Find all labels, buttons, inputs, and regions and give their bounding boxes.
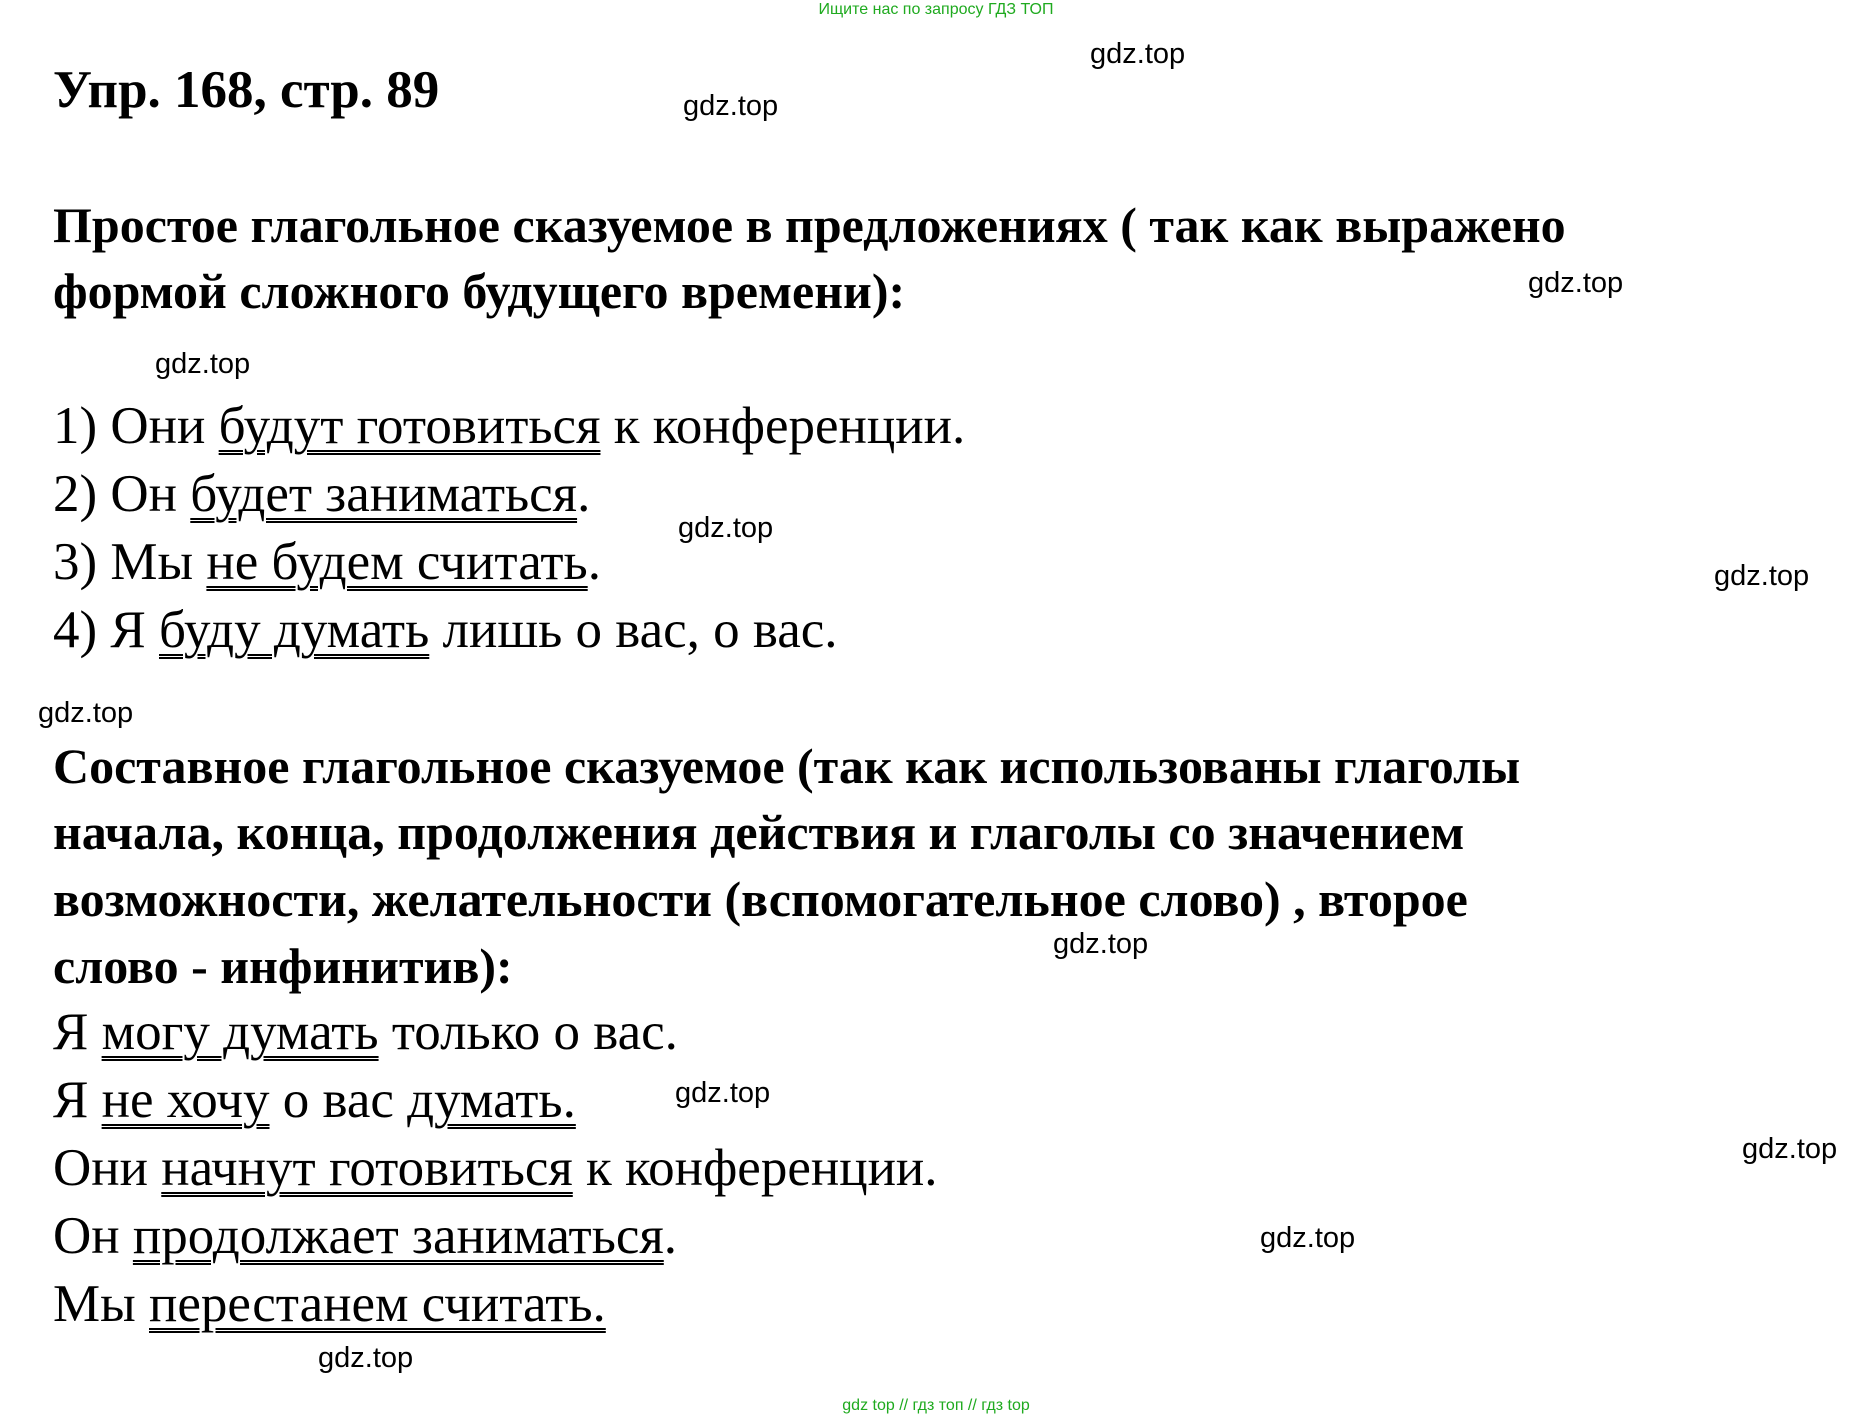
predicate: буду думать <box>159 601 430 659</box>
plain-text: 1) Они <box>53 397 219 455</box>
plain-text: 3) Мы <box>53 533 207 591</box>
section1-heading-line2: формой сложного будущего времени): <box>53 263 906 319</box>
example-line <box>53 464 590 524</box>
section1-heading-line1: Простое глагольное сказуемое в предложениях ( так как выражено <box>53 197 1566 253</box>
predicate: могу думать <box>101 1003 379 1061</box>
watermark: gdz.top <box>155 348 251 380</box>
predicate: будут готовиться <box>218 397 601 455</box>
plain-text: Я <box>53 1071 102 1129</box>
example-line <box>53 532 601 592</box>
watermark: gdz.top <box>1260 1222 1356 1254</box>
predicate: не будем считать <box>206 533 588 591</box>
plain-text: . <box>587 533 601 591</box>
example-line <box>53 396 965 456</box>
page-title: Упр. 168, стр. 89 <box>53 61 440 119</box>
plain-text: 4) Я <box>53 601 159 659</box>
watermark: gdz.top <box>1742 1133 1838 1165</box>
bottom-banner: gdz top // гдз топ // гдз top <box>842 1397 1030 1414</box>
plain-text: Он <box>53 1207 133 1265</box>
watermark: gdz.top <box>318 1342 414 1374</box>
plain-text: лишь о вас, о вас. <box>429 601 838 659</box>
example-line <box>53 1070 576 1130</box>
predicate: продолжает заниматься <box>132 1207 664 1265</box>
plain-text: к конференции. <box>600 397 966 455</box>
predicate: перестанем считать. <box>149 1275 606 1333</box>
predicate-part: не хочу <box>101 1071 270 1129</box>
section2-heading-line2: начала, конца, продолжения действия и глаголы со значением <box>53 804 1465 860</box>
watermark: gdz.top <box>1528 267 1624 299</box>
watermark: gdz.top <box>1090 38 1186 70</box>
watermark: gdz.top <box>683 90 779 122</box>
watermark: gdz.top <box>678 512 774 544</box>
section2-heading-line4: слово - инфинитив): <box>53 938 513 994</box>
plain-text: Они <box>53 1139 162 1197</box>
plain-text: Мы <box>53 1275 149 1333</box>
top-banner: Ищите нас по запросу ГДЗ ТОП <box>818 1 1054 18</box>
plain-text: . <box>663 1207 678 1265</box>
section2-heading-line1: Составное глагольное сказуемое (так как использованы глаголы <box>53 738 1521 794</box>
predicate: начнут готовиться <box>161 1139 573 1197</box>
plain-text: 2) Он <box>53 465 191 523</box>
section2-heading-line3: возможности, желательности (вспомогательное слово) , второе <box>53 871 1468 927</box>
watermark: gdz.top <box>675 1077 771 1109</box>
predicate: будет заниматься <box>190 465 578 523</box>
plain-text: . <box>577 465 591 523</box>
plain-text: к конференции. <box>572 1139 938 1197</box>
watermark: gdz.top <box>1714 560 1810 592</box>
example-line <box>53 1274 606 1334</box>
plain-text: только о вас. <box>378 1003 678 1061</box>
plain-text: о вас <box>269 1071 408 1129</box>
example-line <box>53 1138 938 1198</box>
example-line <box>53 1002 678 1062</box>
plain-text: Я <box>53 1003 102 1061</box>
watermark: gdz.top <box>38 697 134 729</box>
watermark: gdz.top <box>1053 928 1149 960</box>
example-line <box>53 1206 677 1266</box>
predicate-part: думать. <box>407 1071 576 1129</box>
example-line <box>53 600 838 660</box>
